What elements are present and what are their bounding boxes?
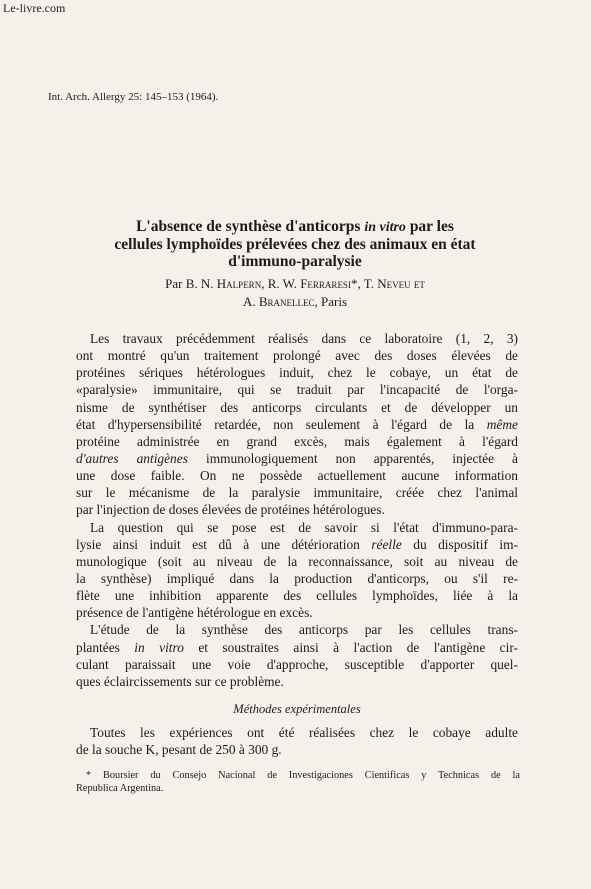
title-line-1: L'absence de synthèse d'anticorps in vitro par les [136, 218, 454, 235]
body-text [76, 330, 518, 758]
footnote: * Boursier du Consejo Nacional de Investigaciones Cientificas y Technicas de la Republica Argentina. [76, 770, 520, 794]
title-line-3: d'immuno-paralysie [228, 253, 362, 270]
paragraph-1: Les travaux précédemment réalisés dans ce laboratoire (1, 2, 3) ont montré qu'un traitement prolongé avec des doses élevées de protéines sériques hétérologues induit, chez le cobaye, un état de «paralysie» immunitaire, qui se traduit par l'incapacité de l'orga- nisme de synthétiser des anticorps circulants et de développer un état d'hypersensibilité retardée, non seulement à l'égard de la même protéine administrée en grand excès, mais également à l'égard d'autres antigènes immunologiquement non apparentés, injectée à une dose faible. On ne possède actuellement aucune information sur le mécanisme de la paralysie immunitaire, créée chez l'animal par l'injection de doses élevées de protéines hétérologues. [76, 331, 518, 518]
watermark: Le-livre.com [3, 1, 66, 15]
paragraph-4: Toutes les expériences ont été réalisées chez le cobaye adulte de la souche K, pesant de 250 à 300 g. [76, 724, 518, 758]
title-line-2: cellules lymphoïdes prélevées chez des animaux en état [114, 236, 476, 253]
authors-line-1: Par B. N. Halpern, R. W. Ferraresi*, T. Neveu et [165, 276, 425, 291]
author-list [60, 275, 530, 311]
paper-title [60, 218, 530, 270]
section-heading: Méthodes expérimentales [233, 701, 361, 716]
authors-line-2: A. Branellec, Paris [242, 294, 348, 309]
paragraph-2: La question qui se pose est de savoir si l'état d'immuno-para- lysie ainsi induit est dû à une détérioration réelle du dispositif im- munologique (soit au niveau de la reconnaissance, soit au niveau de la synthèse) impliqué dans la production d'anticorps, ou s'il re- flète une inhibition apparente des cellules lymphoïdes, liée à la présence de l'antigène hétérologue en excès. [76, 519, 518, 621]
journal-citation: Int. Arch. Allergy 25: 145–153 (1964). [48, 91, 219, 103]
paragraph-3: L'étude de la synthèse des anticorps par les cellules trans- plantées in vitro et soustraites ainsi à l'action de l'antigène cir- culant paraissait une voie d'approche, susceptible d'apporter quel- ques éclaircissements sur ce problème. [76, 622, 518, 689]
